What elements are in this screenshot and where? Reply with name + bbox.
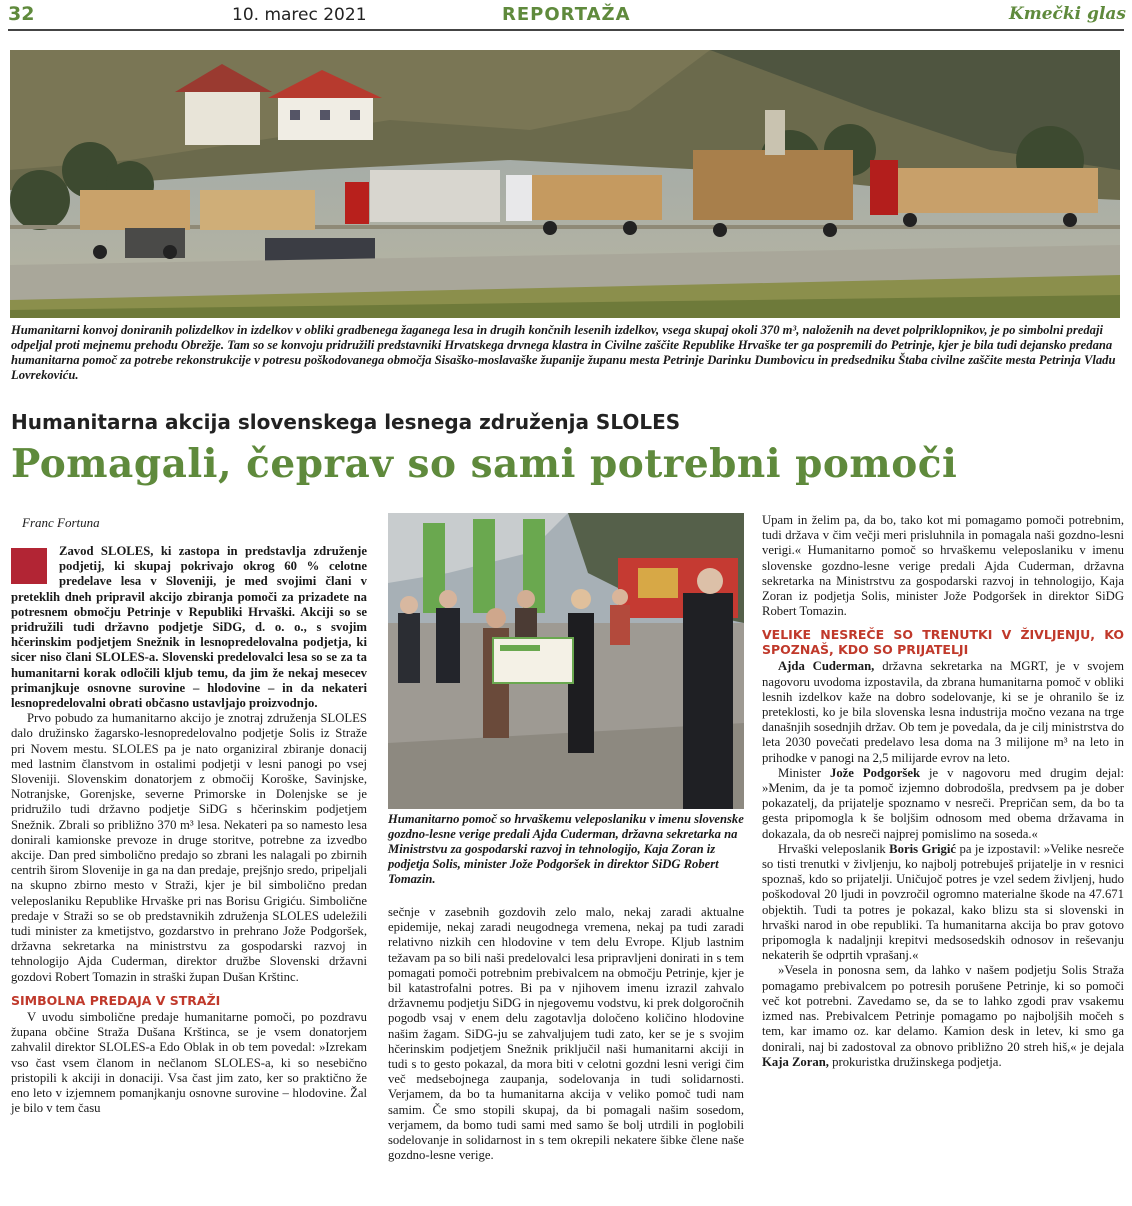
subheading-velike-nesrece: VELIKE NESREČE SO TRENUTKI V ŽIVLJENJU, KO SPOZNAŠ, KDO SO PRIJATELJI <box>762 627 1124 658</box>
speaker-name: Ajda Cuderman, <box>778 659 875 674</box>
article-kicker: Humanitarna akcija slovenskega lesnega združenja SLOLES <box>11 410 681 434</box>
article-paragraph: Ajda Cuderman, državna sekretarka na MGRT, je v svojem nagovoru uvodoma izpostavila, da zbrana humanitarna pomoč v obliki lesnih izdelkov kaže na dobro sodelovanje, ki se je ohranilo še iz preteklosti, ko je bila slovenska lesna industrija močno vezana na trge današnjih sosednjih držav. Ob tem je povedala, da je cilj ministrstva do leta 2030 povečati predelavo lesa doma na 3 milijone m³ na leto in prihodke v panogi na 2,5 milijarde evrov na leto. <box>762 659 1124 765</box>
article-paragraph: sečnje v zasebnih gozdovih zelo malo, nekaj zaradi aktualne epidemije, nekaj zaradi neugodnega vremena, nekaj pa tudi zaradi relativno nizkih cen hlodovine v tem delu Evrope. Kljub lastnim težavam pa so bili naši predelovalci lesa pripravljeni donirati in s tem pomagati pomoči potrebnim prebivalcem na območju Petrinje, kjer je bil katastrofalni potres. Bi pa v njihovem imenu izrazil zahvalo državnemu podjetju SiDG in njegovemu vodstvu, ki prek dolgoročnih pogodb vsaj v enem delu zagotavlja določeno količino hlodovine našim žagam. SiDG-ju se zahvaljujem tudi zato, ker se je s svojim hčerinskim podjetjem Snežnik priključil naši humanitarni akciji in tudi s to gesto pokazal, da mora biti v celotni gozdni lesni verigi čim več medsebojnega zaupanja, sodelovanja in tudi solidarnosti. Verjamem, da bo ta humanitarna akcija v veliko pomoč tudi nam samim. Če smo stopili skupaj, da bi pomagali našim sosedom, verjamem, da bomo tudi sami med samo še bolj utrdili in poglobili sodelovanje in solidarnost in s tem okrepili nekatere šibke člene naše gozdno-lesne verige. <box>388 905 744 1163</box>
article-paragraph: Upam in želim pa, da bo, tako kot mi pomagamo pomoči potrebnim, tudi država v čim večji meri prisluhnila in pomagala naši gozdno-lesni verigi.« Humanitarno pomoč so hrvaškemu veleposlaniku v imenu slovenske gozdno-lesne verige predali Ajda Cuderman, državna sekretarka na Ministrstvu za gospodarski razvoj in tehnologijo, Kaja Zoran iz podjetja Solis, minister Jože Podgoršek in direktor SiDG Robert Tomazin. <box>762 513 1124 619</box>
section-title: REPORTAŽA <box>502 4 631 25</box>
convoy-photo <box>10 50 1120 318</box>
page-number: 32 <box>8 3 35 25</box>
issue-date: 10. marec 2021 <box>232 5 367 25</box>
header-rule <box>8 29 1124 31</box>
speaker-name: Jože Podgoršek <box>829 765 921 780</box>
article-paragraph: »Vesela in ponosna sem, da lahko v našem podjetju Solis Straža pomagamo prebivalcem po potresih porušene Petrinje, ki so pomoči več kot potrebni. Zavedamo se, da se to lahko zgodi prav vsakemu izmed nas. Prebivalcem Petrinje pomagamo po najboljših močeh s tem, kar imamo oz. kar delamo. Kamion desk in letev, ki smo ga donirali, naj bi zadostoval za obnovo približno 20 streh hiš,« je dejala Kaja Zoran, prokuristka družinskega podjetja. <box>762 963 1124 1069</box>
article-paragraph: Prvo pobudo za humanitarno akcijo je znotraj združenja SLOLES dalo družinsko žagarsko-lesnopredelovalno podjetje Solis iz Straže pri Novem mestu. SLOLES pa je nato organiziral zbiranje donacij med lastnim članstvom in ostalimi podjetji v lesni panogi po vsej Sloveniji. Slovenskim donatorjem z območij Koroške, Savinjske, Notranjske, Gorenjske, severne Primorske in Dolenjske se je pridružilo tudi državno podjetje SiDG s hčerinskim podjetjem Snežnik. Zbrali so približno 370 m³ lesa. Nekateri pa so namesto lesa donirali kamionske prevoze in druge storitve, potrebne za izvedbo akcije. Dan pred simbolično predajo so zbrani les nalagali po zbirnih centrih širom Slovenije in ga na dan predaje, prejšnjo sredo, pripeljali na skupno zbirno mesto v Straži, kjer je bil simbolično predan veleposlaniku Republike Hrvaške pri nas Borisu Grigiću. Simbolične predaje v Straži so se ob predstavnikih združenja SLOLES udeležili tudi minister za kmetijstvo, gozdarstvo in prehrano Jože Podgoršek, državna sekretarka na ministrstvu za gospodarski razvoj in tehnologijo Ajda Cuderman, direktor družbe Slovenski državni gozdovi Robert Tomazin in straški župan Dušan Krštinc. <box>11 711 367 984</box>
article-column-3 <box>762 513 1124 1070</box>
speaker-name: Kaja Zoran, <box>762 1054 829 1069</box>
ceremony-photo-caption: Humanitarno pomoč so hrvaškemu veleposlaniku v imenu slovenske gozdno-lesne verige predali Ajda Cuderman, državna sekretarka na Ministrstvu za gospodarski razvoj in tehnologijo, Kaja Zoran iz podjetja Solis, minister Jože Podgoršek in direktor SiDG Robert Tomazin. <box>388 812 744 886</box>
article-author: Franc Fortuna <box>22 515 100 530</box>
red-drop-mark <box>11 548 47 584</box>
article-lead: Zavod SLOLES, ki zastopa in predstavlja združenje podjetij, ki skupaj pokrivajo okrog 60 % celotne predelave lesa v Sloveniji, je med svojimi člani v preteklih dneh pripravil akcijo zbiranja pomoči za prizadete na potresnem območju Petrinje v Republiki Hrvaški. Akciji so se pridružili tudi državno podjetje SiDG, d. o. o., s svojim hčerinskim podjetjem Snežnik in lesnopredelovalna podjetja, ki sicer niso člani SLOLES-a. Slovenski predelovalci lesa so se za ta humanitarni korak odločili kljub temu, da jim že nekaj mesecev primanjkuje osnovne surovine – hlodovine – in da nekateri lesnopredelovalni obrati občasno ustavljajo proizvodnjo. <box>11 544 367 711</box>
article-column-1 <box>11 544 367 1116</box>
newspaper-brand-logo: Kmečki glas <box>1008 4 1126 24</box>
article-paragraph: Hrvaški veleposlanik Boris Grigić pa je izpostavil: »Velike nesreče so tisti trenutki v življenju, ko najbolj potrebuješ prijatelje in v resnici spoznaš, kdo so prijatelji. Uničujoč potres je vzel sedem življenj, hudo poškodoval 20 ljudi in povzročil ogromno materialne škode na 47.671 objektih. Tudi ta potres je pokazal, kako blizu sta si slovenski in hrvaški narod in obe republiki. Ta humanitarna akcija bo prav gotovo pripomogla k nadaljnji krepitvi medsosedskih odnosov in reševanju nekaterih še odprtih vprašanj.« <box>762 841 1124 963</box>
article-paragraph: Minister Jože Podgoršek je v nagovoru med drugim dejal: »Menim, da je ta pomoč izjemno dobrodošla, predvsem pa je dober pokazatelj, da prijatelje spoznamo v nesreči. Prepričan sem, da bo ta gesta pripomogla k še boljšim odnosom med obema državama in dokazala, da ob nesreči najprej pomislimo na soseda.« <box>762 765 1124 841</box>
article-paragraph: V uvodu simbolične predaje humanitarne pomoči, po pozdravu župana občine Straža Dušana Krštinca, se je vsem donatorjem zahvalil direktor SLOLES-a Edo Oblak in ob tem povedal: »Izrekam vso čast vsem članom in nečlanom SLOLES-a, ki so nesebično pristopili k akciji in donaciji. Vsa čast jim zato, ker so praktično že eno leto v izjemnem pomanjkanju osnovne surovine – hlodovine. Žal je bilo v tem času <box>11 1009 367 1116</box>
speaker-name: Boris Grigić <box>889 841 957 856</box>
ceremony-photo <box>388 513 744 809</box>
subheading-simbolna-predaja: SIMBOLNA PREDAJA V STRAŽI <box>11 992 221 1008</box>
article-column-2 <box>388 905 744 1163</box>
article-headline: Pomagali, čeprav so sami potrebni pomoči <box>11 441 958 487</box>
convoy-photo-caption: Humanitarni konvoj doniranih polizdelkov in izdelkov v obliki gradbenega žaganega lesa in drugih končnih lesenih izdelkov, vsega skupaj okoli 370 m³, naloženih na devet polpriklopnikov, je po simbolni predaji odpeljal proti mejnemu prehodu Obrežje. Tam so se konvoju pridružili predstavniki Hrvatskega drvnega klastra in Civilne zaščite Republike Hrvaške ter ga pospremili do Petrinje, kjer je bila tudi dejansko predana humanitarna pomoč za potrebe rekonstrukcije v potresu poškodovanega območja Sisaško-moslavaške županije županu mesta Petrinje Darinku Dumbovicu in predsedniku Štaba civilne zaščite mesta Petrinja Vladu Lovrekoviću. <box>11 323 1116 382</box>
